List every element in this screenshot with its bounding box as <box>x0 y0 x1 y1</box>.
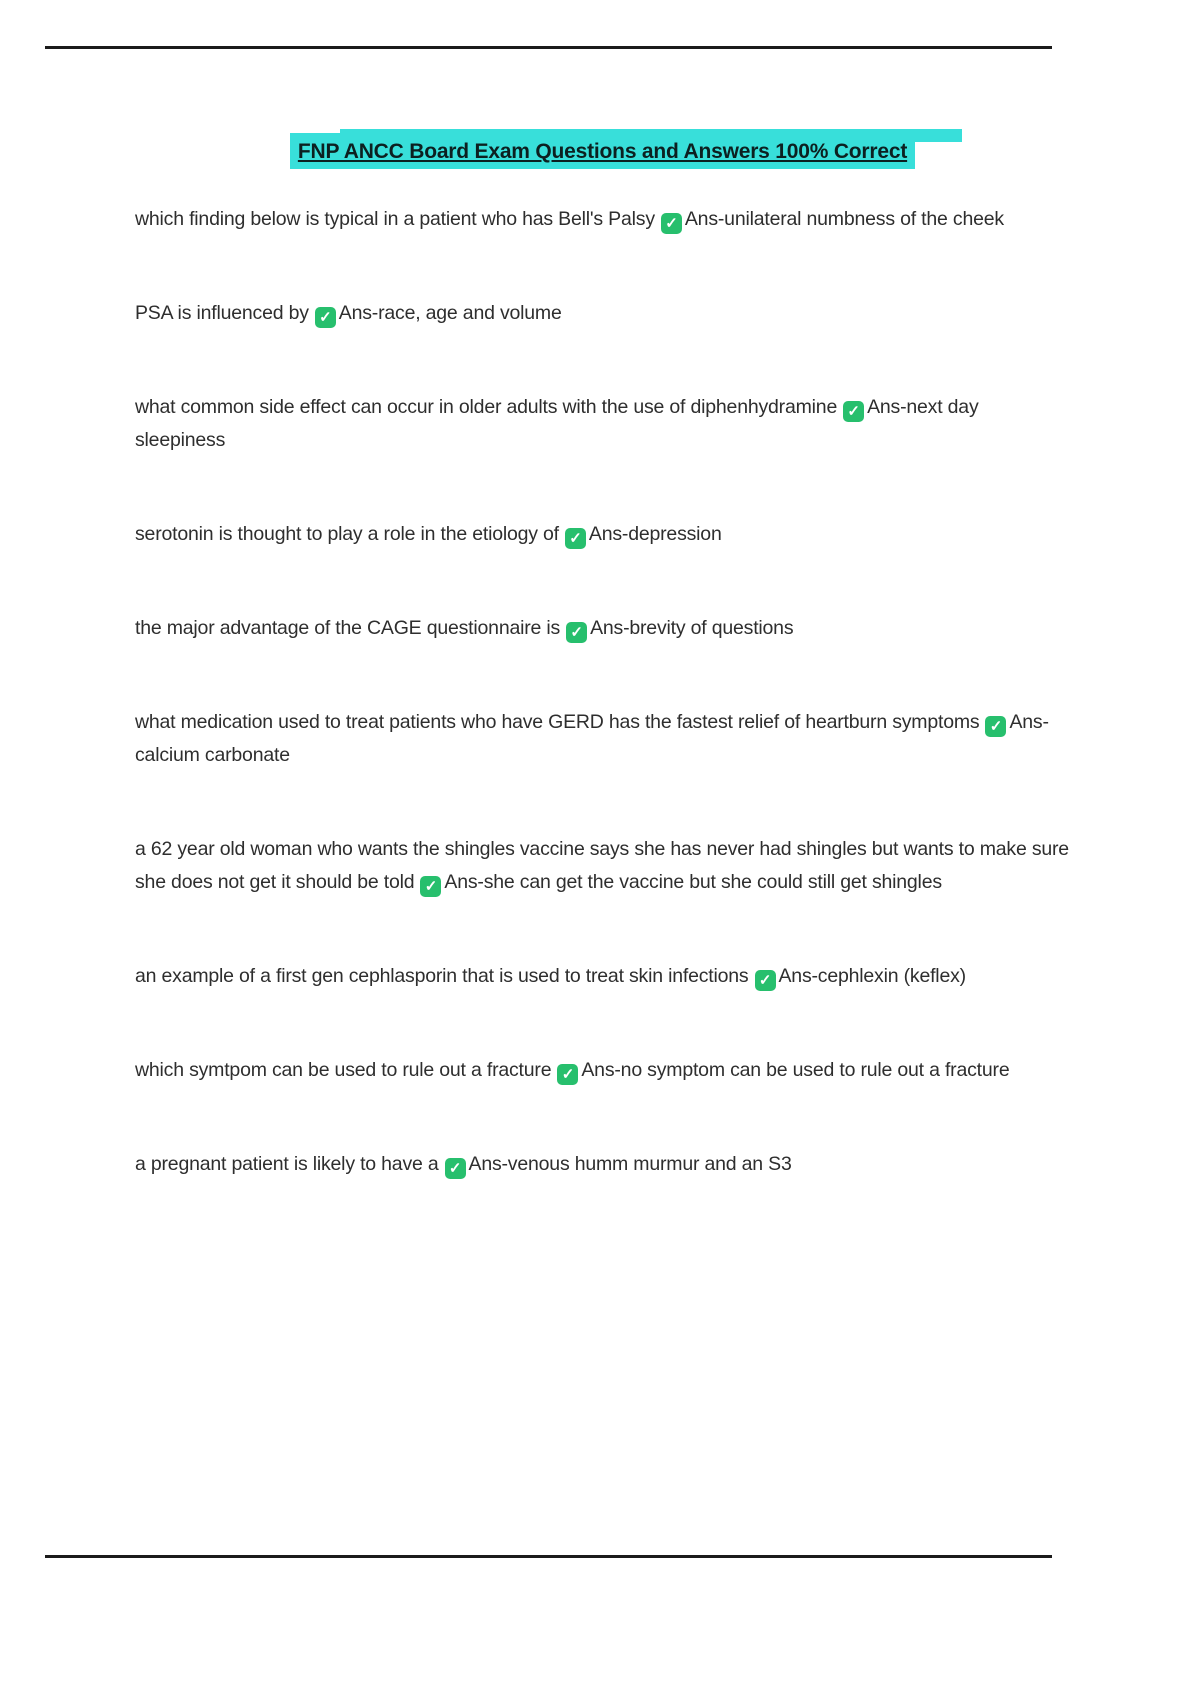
check-icon: ✓ <box>755 970 776 991</box>
qa-item <box>135 1148 1070 1181</box>
qa-item <box>135 833 1070 899</box>
title-row <box>135 133 1070 169</box>
answer-text: Ans-unilateral numbness of the cheek <box>684 208 1004 230</box>
question-text: which finding below is typical in a patient who has Bell's Palsy <box>135 208 655 230</box>
question-text: an example of a first gen cephlasporin that is used to treat skin infections <box>135 965 749 987</box>
check-icon: ✓ <box>661 213 682 234</box>
qa-item <box>135 203 1070 236</box>
question-text: a pregnant patient is likely to have a <box>135 1153 439 1175</box>
question-text: a 62 year old woman who wants the shingles vaccine says she has never had shingles but wants to make sure she does not get it should be told <box>135 838 1069 893</box>
answer-text: Ans-no symptom can be used to rule out a fracture <box>581 1059 1010 1081</box>
qa-list <box>135 203 1070 1181</box>
answer-text: Ans-next day sleepiness <box>135 396 979 451</box>
page-content <box>135 133 1070 1242</box>
check-icon: ✓ <box>315 307 336 328</box>
answer-text: Ans-cephlexin (keflex) <box>778 965 966 987</box>
answer-text: Ans-race, age and volume <box>338 302 562 324</box>
bottom-rule <box>45 1555 1052 1558</box>
qa-item <box>135 706 1070 772</box>
question-text: PSA is influenced by <box>135 302 309 324</box>
check-icon: ✓ <box>566 622 587 643</box>
answer-text: Ans-depression <box>588 523 722 545</box>
answer-text: Ans-venous humm murmur and an S3 <box>468 1153 792 1175</box>
qa-item <box>135 391 1070 457</box>
check-icon: ✓ <box>420 876 441 897</box>
question-text: serotonin is thought to play a role in the etiology of <box>135 523 559 545</box>
question-text: what medication used to treat patients who have GERD has the fastest relief of heartburn symptoms <box>135 711 980 733</box>
answer-text: Ans-she can get the vaccine but she could still get shingles <box>444 871 942 893</box>
question-text: which symtpom can be used to rule out a fracture <box>135 1059 552 1081</box>
qa-item <box>135 518 1070 551</box>
page-title: FNP ANCC Board Exam Questions and Answers 100% Correct <box>290 133 915 169</box>
answer-text: Ans-brevity of questions <box>590 617 794 639</box>
answer-text: Ans-calcium carbonate <box>135 711 1049 766</box>
qa-item <box>135 1054 1070 1087</box>
check-icon: ✓ <box>445 1158 466 1179</box>
check-icon: ✓ <box>565 528 586 549</box>
check-icon: ✓ <box>843 401 864 422</box>
check-icon: ✓ <box>557 1064 578 1085</box>
question-text: the major advantage of the CAGE questionnaire is <box>135 617 561 639</box>
top-rule <box>45 46 1052 49</box>
question-text: what common side effect can occur in older adults with the use of diphenhydramine <box>135 396 838 418</box>
qa-item <box>135 297 1070 330</box>
qa-item <box>135 960 1070 993</box>
check-icon: ✓ <box>985 716 1006 737</box>
qa-item <box>135 612 1070 645</box>
